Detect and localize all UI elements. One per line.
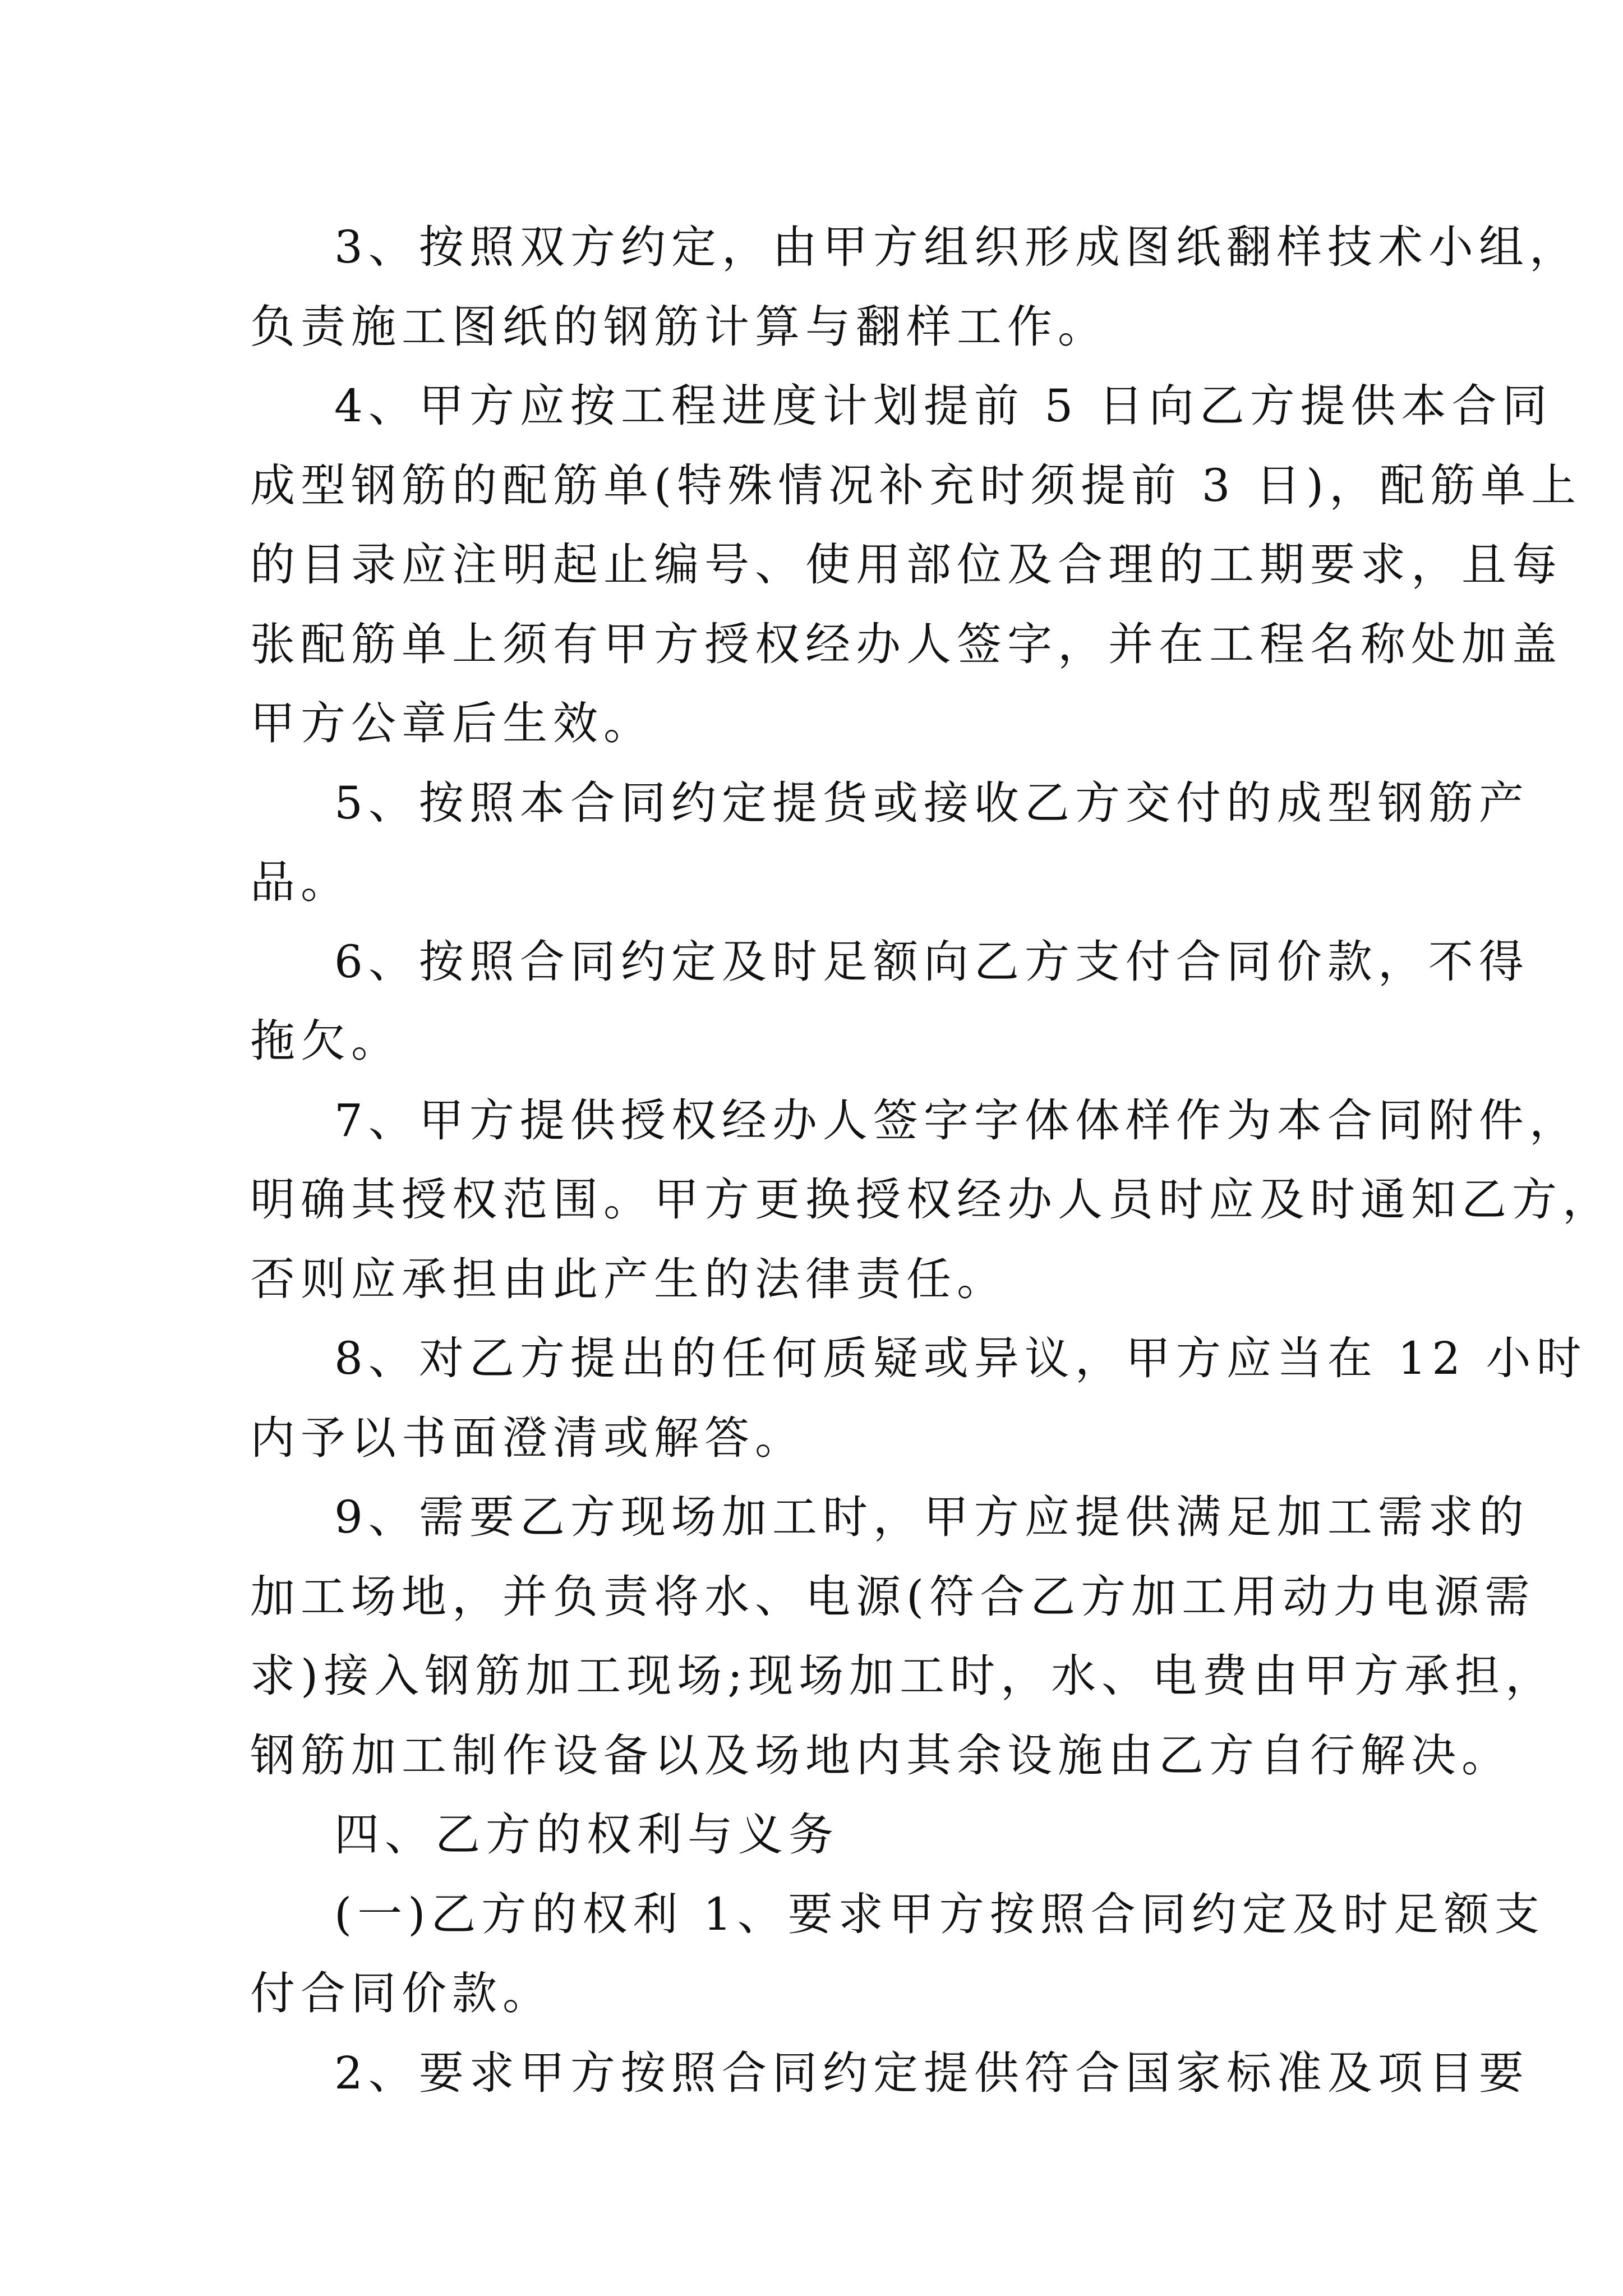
text-line: 张配筋单上须有甲方授权经办人签字，并在工程名称处加盖 [250, 618, 1562, 670]
paragraph-5 [250, 763, 1529, 922]
text-line: 成型钢筋的配筋单(特殊情况补充时须提前 3 日)，配筋单上 [250, 459, 1582, 512]
text-line: 5、按照本合同约定提货或接收乙方交付的成型钢筋产 [334, 776, 1529, 829]
paragraph-9 [250, 1478, 1556, 1795]
paragraph-party-b-rights [250, 1875, 1545, 2033]
paragraph-2 [250, 2033, 1529, 2113]
text-line: 7、甲方提供授权经办人签字字体体样作为本合同附件， [334, 1094, 1580, 1147]
heading-line: 四、乙方的权利与义务 [334, 1809, 839, 1861]
paragraph-7 [250, 1081, 1613, 1319]
text-line: 付合同价款。 [250, 1967, 553, 2019]
text-line: 明确其授权范围。甲方更换授权经办人员时应及时通知乙方， [250, 1174, 1613, 1226]
paragraph-8 [250, 1319, 1587, 1478]
text-line: 求)接入钢筋加工现场;现场加工时，水、电费由甲方承担， [250, 1650, 1556, 1702]
text-line: 甲方公章后生效。 [250, 697, 654, 749]
text-line: (一)乙方的权利 1、要求甲方按照合同约定及时足额支 [334, 1888, 1545, 1940]
paragraph-3 [250, 208, 1580, 366]
text-line: 内予以书面澄清或解答。 [250, 1411, 805, 1464]
text-line: 8、对乙方提出的任何质疑或异议，甲方应当在 12 小时 [334, 1332, 1587, 1384]
text-line: 品。 [250, 856, 351, 908]
text-line: 钢筋加工制作设备以及场地内其余设施由乙方自行解决。 [250, 1729, 1512, 1782]
paragraph-6 [250, 922, 1529, 1081]
text-line: 4、甲方应按工程进度计划提前 5 日向乙方提供本合同 [334, 380, 1553, 432]
section-heading-4 [250, 1795, 1381, 1875]
text-line: 拖欠。 [250, 1015, 402, 1067]
text-line: 负责施工图纸的钢筋计算与翻样工作。 [250, 300, 1108, 353]
text-line: 2、要求甲方按照合同约定提供符合国家标准及项目要 [334, 2046, 1529, 2099]
paragraph-4 [250, 366, 1582, 763]
text-line: 加工场地，并负责将水、电源(符合乙方加工用动力电源需 [250, 1570, 1536, 1623]
text-line: 3、按照双方约定，由甲方组织形成图纸翻样技术小组， [334, 221, 1580, 273]
text-line: 否则应承担由此产生的法律责任。 [250, 1253, 1007, 1305]
text-line: 9、需要乙方现场加工时，甲方应提供满足加工需求的 [334, 1491, 1529, 1543]
text-line: 的目录应注明起止编号、使用部位及合理的工期要求，且每 [250, 539, 1562, 591]
text-line: 6、按照合同约定及时足额向乙方支付合同价款，不得 [334, 935, 1529, 988]
document-body [250, 208, 1613, 2113]
